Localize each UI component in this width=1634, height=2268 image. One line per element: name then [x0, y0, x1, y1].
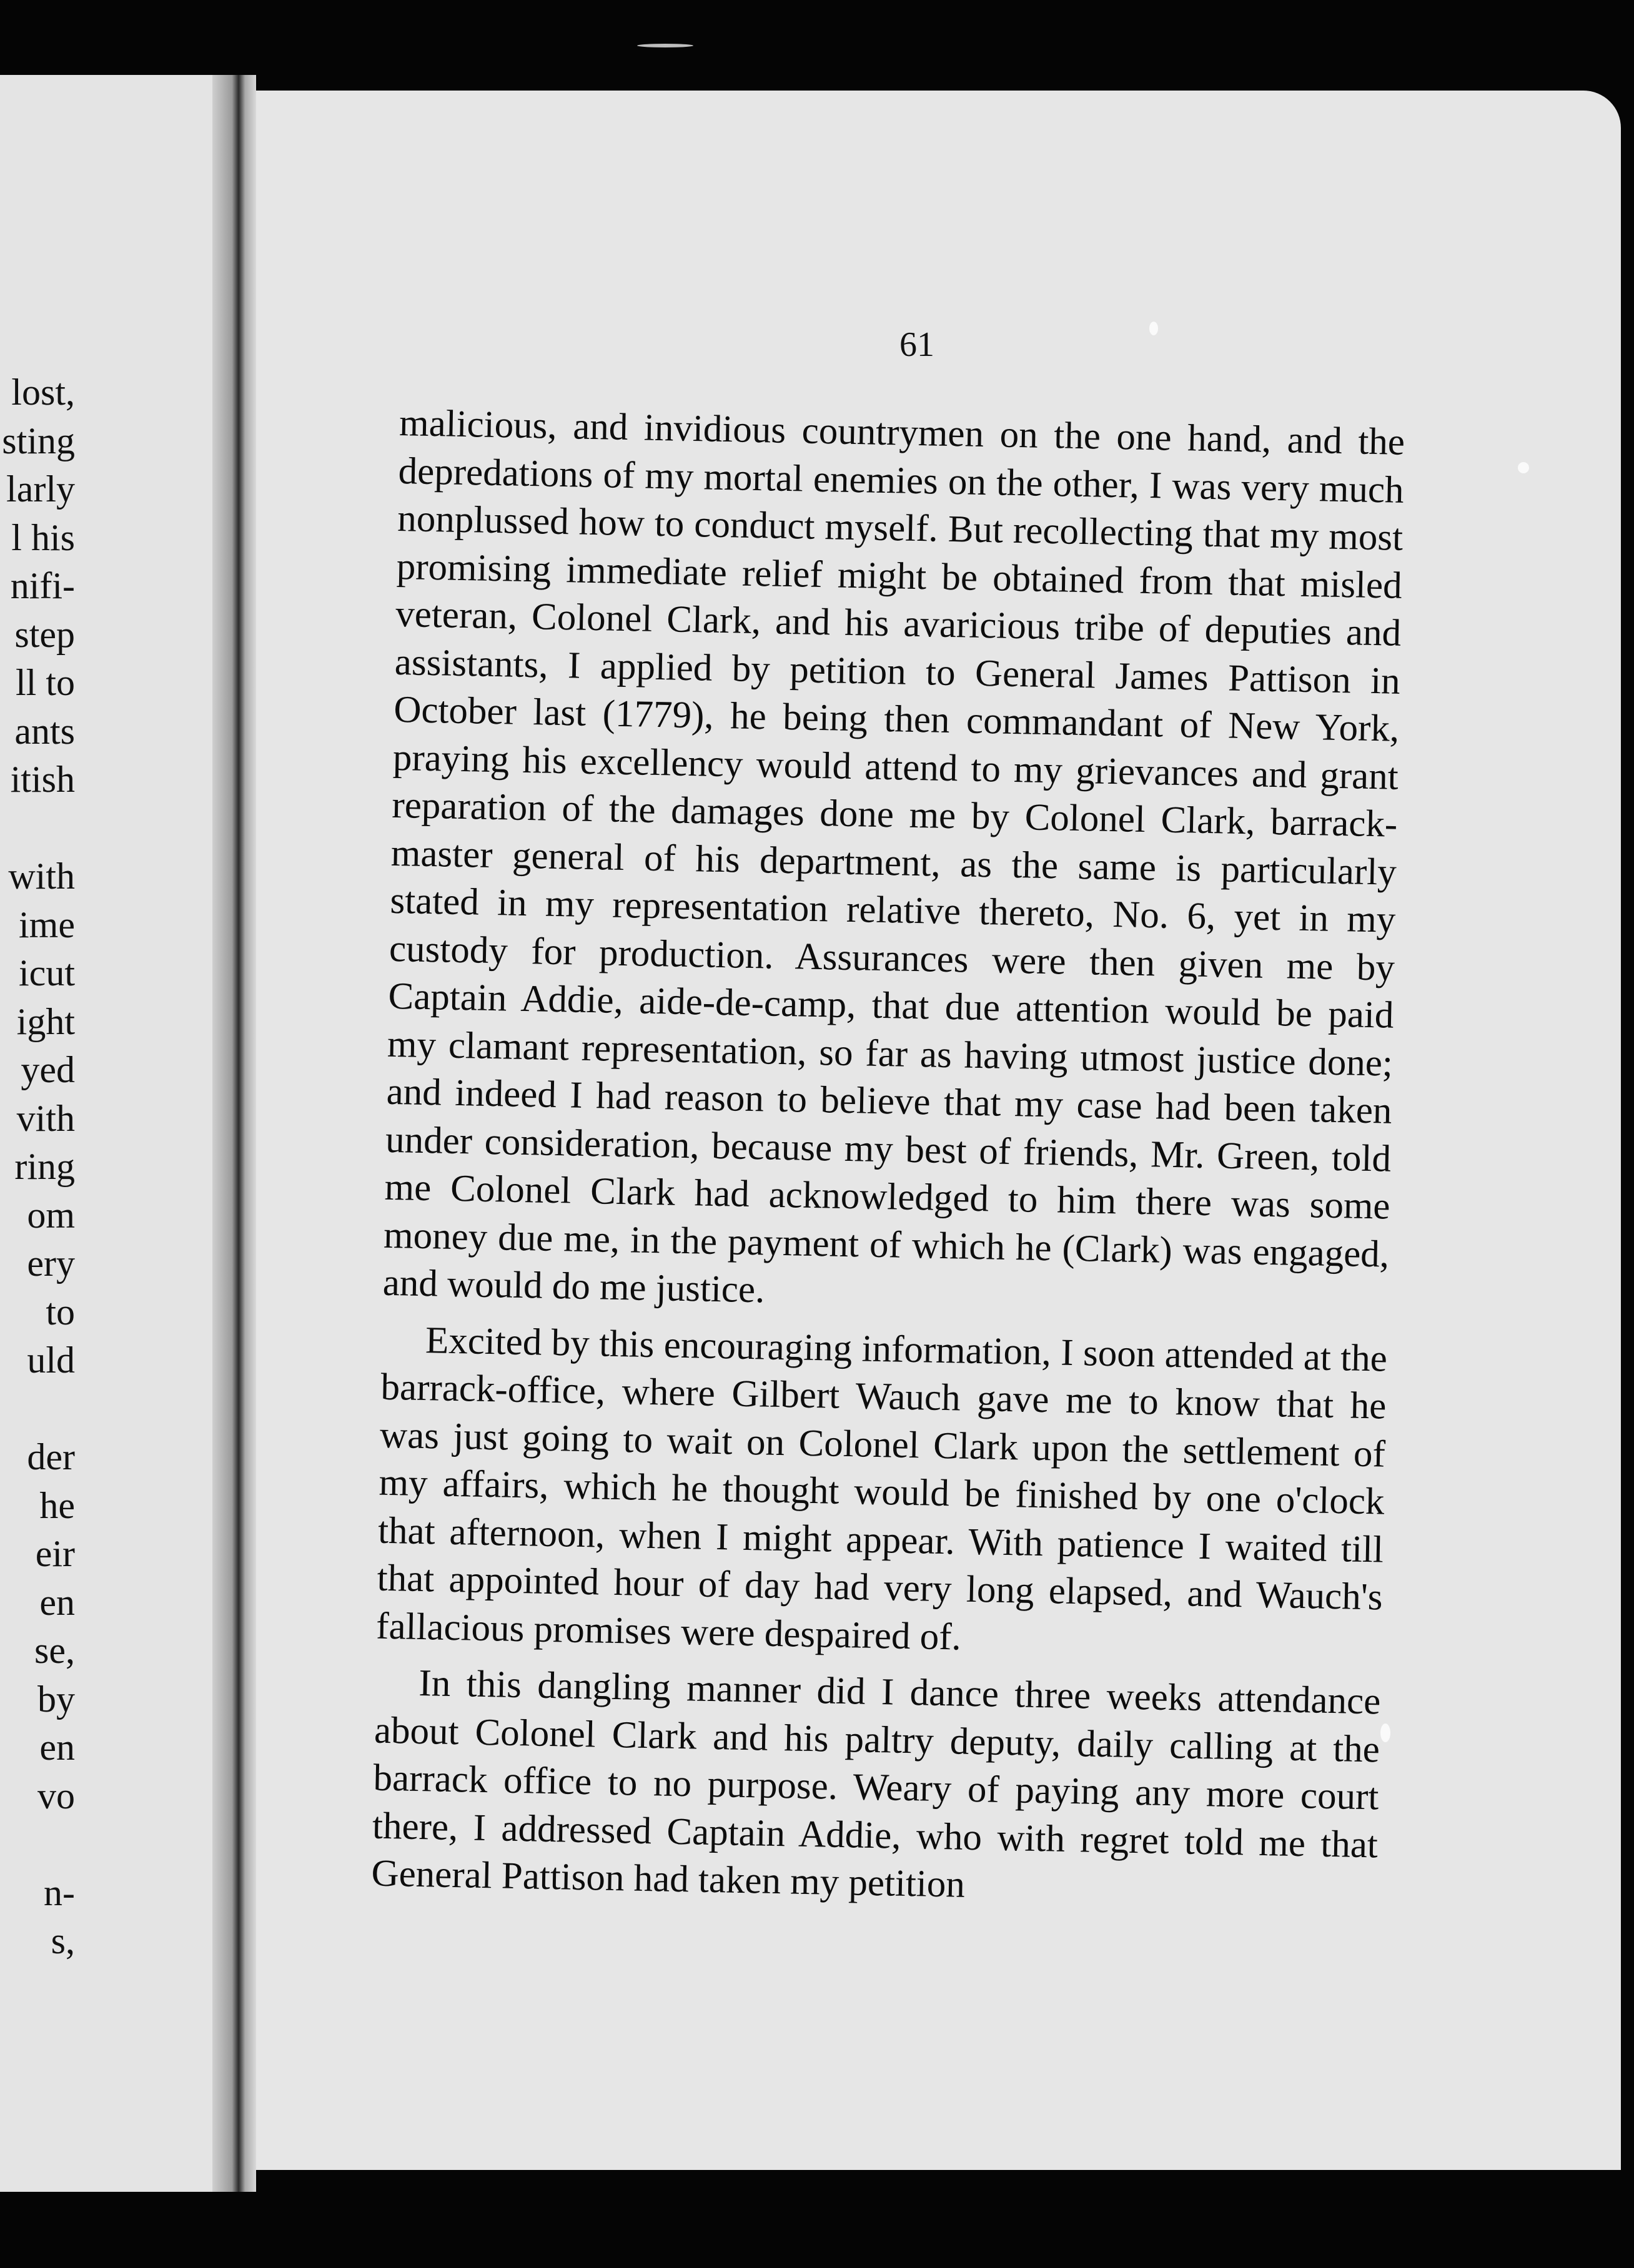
scan-speck [637, 44, 693, 47]
left-line: with [8, 855, 75, 897]
scan-speck [1149, 322, 1158, 335]
left-line: vith [16, 1097, 75, 1139]
left-line [2, 1385, 75, 1434]
left-page-text-fragments [2, 368, 75, 1966]
left-line: vo [37, 1775, 75, 1817]
left-line: lost, [11, 372, 75, 413]
scan-speck [1518, 462, 1529, 473]
left-line: eir [35, 1533, 75, 1574]
left-line: en [39, 1727, 75, 1768]
left-line: he [39, 1484, 75, 1526]
left-line: om [27, 1194, 75, 1236]
paragraph: malicious, and invidious countrymen on the one hand, and the depredations of my mortal enemies on the other, I was very much nonplussed how to conduct myself. But recollecting that my most promising immediate relief might be obtained from that misled veteran, Colonel Clark, and his avaricious tribe of deputies and assistants, I applied by petition to General James Pattison in October last (1779), he being then commandant of New York, praying his excellency would attend to my grievances and grant reparation of the damages done me by Colonel Clark, barrack-master general of his department, as the same is particularly stated in my representation relative thereto, No. 6, yet in my custody for production. Assurances were then given me by Captain Addie, aide-de-camp, that due attention would be paid my clamant representation, so far as having utmost justice done; and indeed I had reason to believe that my case had been taken under consideration, because my best of friends, Mr. Green, told me Colonel Clark had acknowledged to him there was some money due me, in the payment of which he (Clark) was engaged, and would do me justice. [382, 402, 1405, 1311]
left-line: step [14, 613, 75, 655]
left-line: uld [27, 1339, 75, 1381]
paragraph: Excited by this encouraging information, I soon attended at the barrack-office, where Gilbert Wauch gave me to know that he was just going to wait on Colonel Clark upon the settlement of my affairs, which he thought would be finished by one o'clock that afternoon, when I might appear. With patience I waited till that appointed hour of day had very long elapsed, and Wauch's fallacious promises were despaired of. [375, 1319, 1388, 1659]
left-line: s, [51, 1920, 75, 1961]
left-line [2, 1820, 75, 1869]
left-line: icut [19, 952, 75, 993]
body-text [371, 400, 1405, 1926]
left-page [0, 75, 212, 2192]
page-number: 61 [899, 325, 934, 364]
left-line: by [37, 1678, 75, 1720]
scan-speck [1380, 1723, 1390, 1742]
left-line: der [27, 1436, 75, 1477]
left-line: larly [6, 468, 75, 510]
left-line: to [46, 1291, 75, 1333]
left-line: nifi- [10, 565, 75, 606]
left-line: n- [44, 1871, 75, 1913]
left-line: ll to [15, 662, 75, 703]
left-line: en [39, 1581, 75, 1623]
left-line: yed [21, 1049, 75, 1090]
left-line: ery [27, 1243, 75, 1284]
left-line: ight [16, 1000, 75, 1042]
left-line: ants [14, 710, 75, 752]
left-line: l his [11, 516, 75, 558]
paragraph: In this dangling manner did I dance three weeks attendance about Colonel Clark and his paltry deputy, daily calling at the barrack office to no purpose. Weary of paying any more court there, I addressed Captain Addie, who with regret told me that General Pattison had taken my petition [371, 1662, 1381, 1906]
left-line: itish [10, 759, 75, 800]
left-line [2, 804, 75, 853]
left-line: se, [34, 1630, 75, 1671]
left-line: ring [14, 1146, 75, 1187]
left-line: ime [19, 904, 75, 945]
book-gutter [212, 75, 256, 2192]
left-line: sting [2, 420, 75, 461]
